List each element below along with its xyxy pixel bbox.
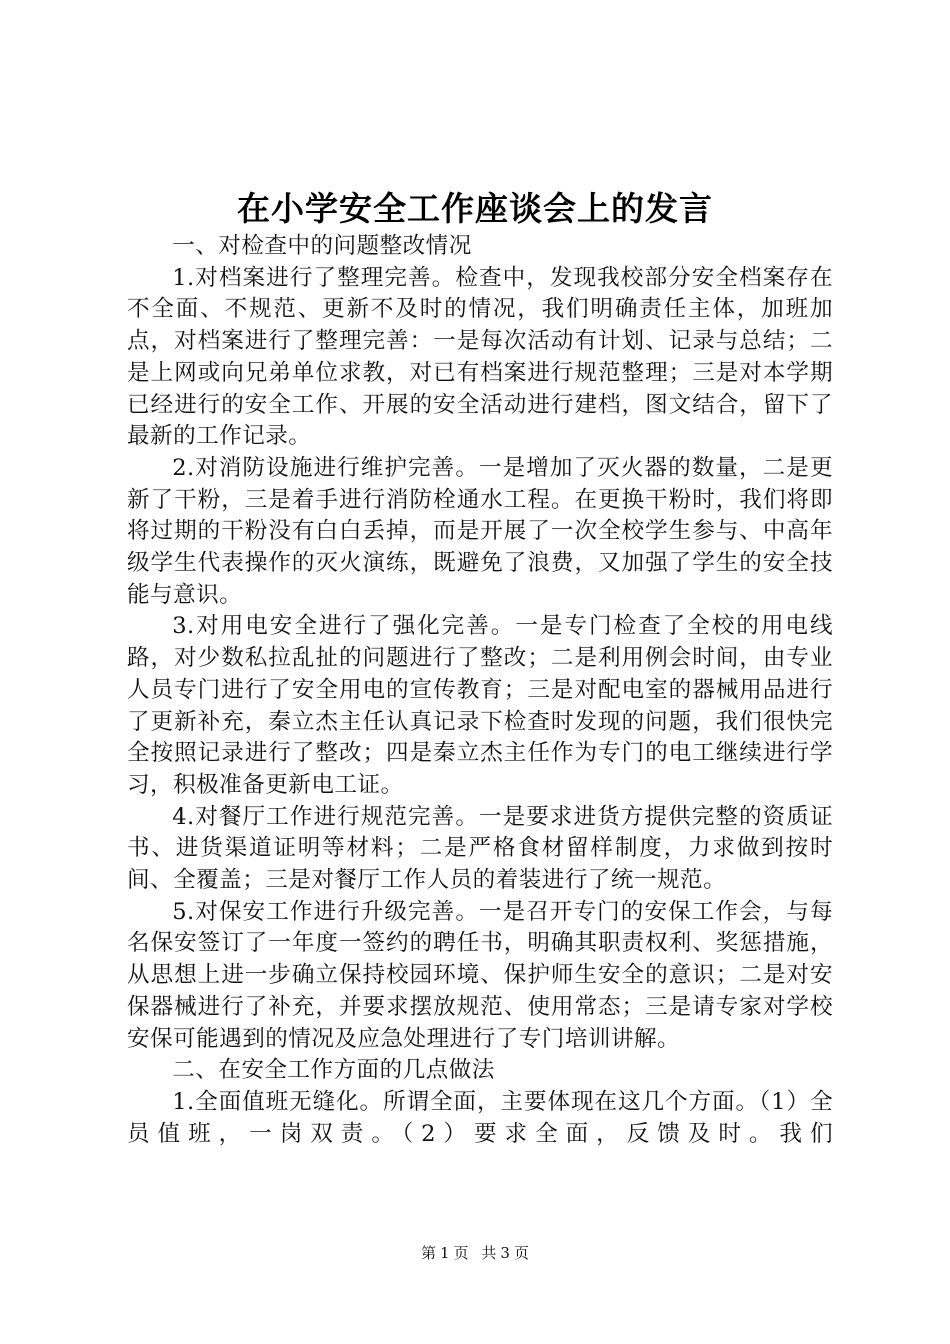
- page-total: 共 3 页: [481, 1244, 529, 1262]
- section-heading-1: 一、对检查中的问题整改情况: [172, 233, 472, 259]
- paragraph-electrical-safety: 3.对用电安全进行了强化完善。一是专门检查了全校的用电线路，对少数私拉乱扯的问题进行了整改；二是利用例会时间，由专业人员专门进行了安全用电的宣传教育；三是对配电室的器械用品进行了更新补充，秦立杰主任认真记录下检查时发现的问题，我们很快完全按照记录进行了整改；四是秦立杰主任作为专门的电工继续进行学习，积极准备更新电工证。: [127, 613, 833, 798]
- paragraph-fire-safety: 2.对消防设施进行维护完善。一是增加了灭火器的数量，二是更新了干粉，三是着手进行消防栓通水工程。在更换干粉时，我们将即将过期的干粉没有白白丢掉，而是开展了一次全校学生参与、中高年级学生代表操作的灭火演练，既避免了浪费，又加强了学生的安全技能与意识。: [127, 454, 833, 608]
- paragraph-archives: 1.对档案进行了整理完善。检查中，发现我校部分安全档案存在不全面、不规范、更新不及时的情况，我们明确责任主体，加班加点，对档案进行了整理完善：一是每次活动有计划、记录与总结；二是上网或向兄弟单位求教，对已有档案进行规范整理；三是对本学期已经进行的安全工作、开展的安全活动进行建档，图文结合，留下了最新的工作记录。: [127, 264, 833, 450]
- paragraph-duty: 1.全面值班无缝化。所谓全面，主要体现在这几个方面。（1）全员值班，一岗双责。（2）要求全面，反馈及时。我们: [127, 1088, 833, 1147]
- document-title: 在小学安全工作座谈会上的发言: [237, 189, 713, 228]
- page-footer: [0, 1243, 950, 1263]
- paragraph-security-guards: 5.对保安工作进行升级完善。一是召开专门的安保工作会，与每名保安签订了一年度一签约的聘任书，明确其职责权利、奖惩措施，从思想上进一步确立保持校园环境、保护师生安全的意识；二是对安保器械进行了补充，并要求摆放规范、使用常态；三是请专家对学校安保可能遇到的情况及应急处理进行了专门培训讲解。: [127, 898, 833, 1052]
- paragraph-canteen: 4.对餐厅工作进行规范完善。一是要求进货方提供完整的资质证书、进货渠道证明等材料；二是严格食材留样制度，力求做到按时间、全覆盖；三是对餐厅工作人员的着装进行了统一规范。: [127, 803, 833, 894]
- document-body: [127, 231, 833, 1150]
- section-heading-2: 二、在安全工作方面的几点做法: [172, 1057, 495, 1084]
- page-number: 第 1 页: [421, 1244, 469, 1262]
